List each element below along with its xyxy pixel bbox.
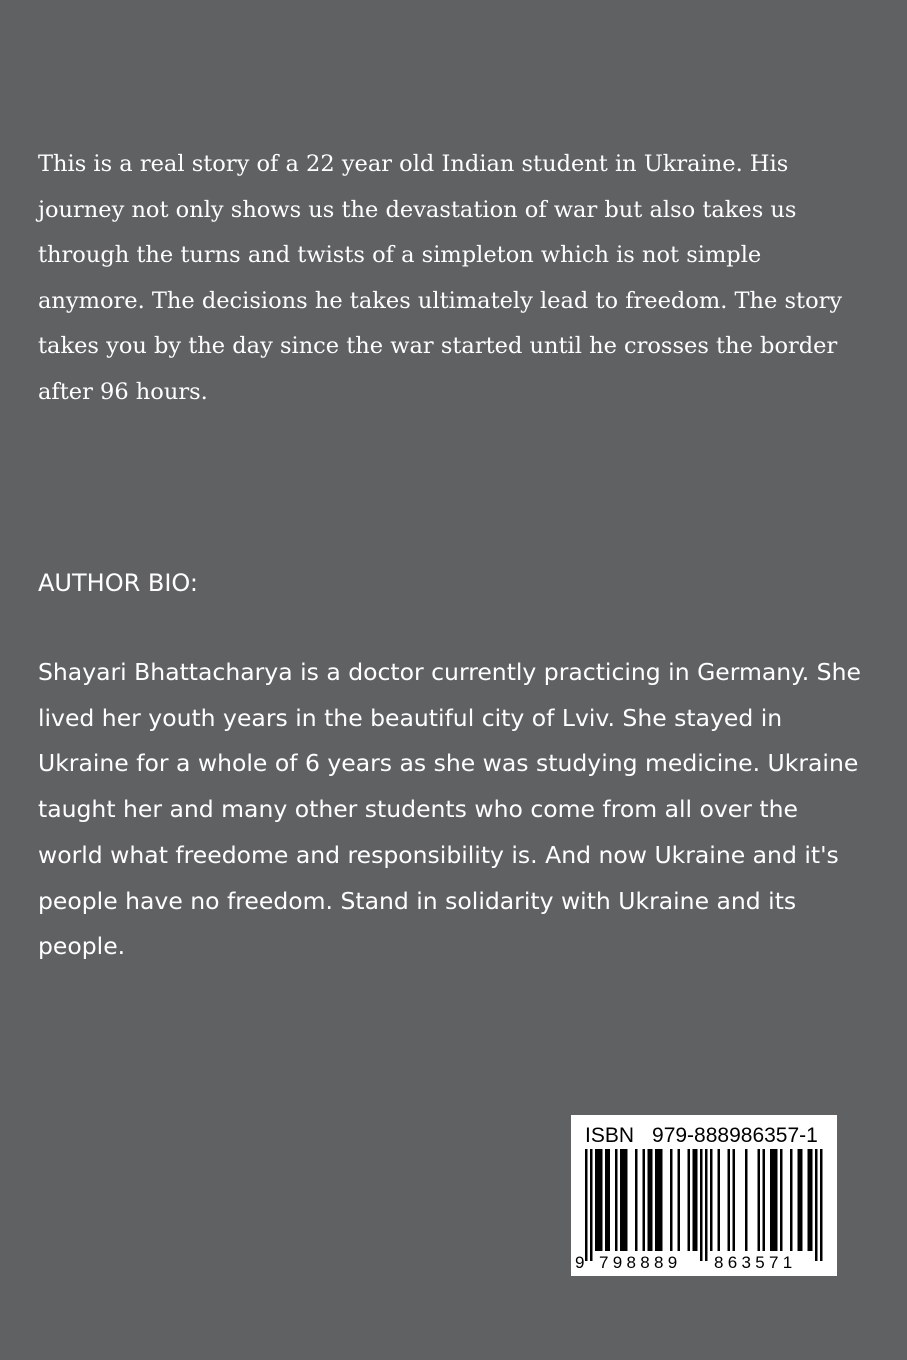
barcode-bar bbox=[700, 1149, 703, 1261]
barcode-bar bbox=[718, 1149, 721, 1251]
author-bio-text: Shayari Bhattacharya is a doctor currently practicing in Germany. She lived her youth years in the beautiful city of Lviv. She stayed in Ukraine for a whole of 6 years as she was studying medicine. Ukraine taught her and many other students who come from all over the world what freedome and responsibility is. And now Ukraine and it's people have no freedom. Stand in solidarity with Ukraine and its people. bbox=[38, 658, 861, 961]
barcode-digits-right: 863571 bbox=[714, 1253, 797, 1272]
barcode-digits-left: 798889 bbox=[599, 1253, 682, 1272]
barcode-bar bbox=[623, 1149, 626, 1251]
barcode-bar bbox=[658, 1149, 661, 1251]
isbn-prefix: ISBN bbox=[585, 1124, 635, 1147]
isbn-number: 979-888986357-1 bbox=[652, 1124, 818, 1147]
barcode-bar bbox=[660, 1149, 663, 1251]
barcode-bar bbox=[590, 1149, 593, 1261]
barcode-bar bbox=[615, 1149, 618, 1251]
barcode-bar bbox=[758, 1149, 761, 1251]
barcode-bar bbox=[773, 1149, 776, 1251]
barcode-bar bbox=[608, 1149, 611, 1251]
barcode-bar bbox=[595, 1149, 598, 1251]
barcode-digits bbox=[571, 1253, 837, 1273]
barcode-bar bbox=[643, 1149, 646, 1251]
barcode-bar bbox=[650, 1149, 653, 1251]
isbn-label bbox=[585, 1124, 818, 1148]
barcode-bar bbox=[598, 1149, 601, 1251]
barcode-bar bbox=[763, 1149, 766, 1251]
barcode-bar bbox=[728, 1149, 731, 1251]
back-cover-blurb: This is a real story of a 22 year old Indian student in Ukraine. His journey not only shows us the devastation of war but also takes us through the turns and twists of a simpleton which is not simple anymore. The decisions he takes ultimately lead to freedom. The story takes you by the day since the war started until he crosses the border after 96 hours. bbox=[38, 151, 843, 405]
barcode-bar bbox=[635, 1149, 638, 1251]
barcode-bar bbox=[620, 1149, 623, 1251]
barcode-bar bbox=[625, 1149, 628, 1251]
barcode-bar bbox=[810, 1149, 813, 1251]
barcode-bar bbox=[820, 1149, 823, 1261]
author-bio-heading: AUTHOR BIO: bbox=[38, 569, 198, 597]
barcode-bar bbox=[815, 1149, 818, 1261]
barcode-bar bbox=[695, 1149, 698, 1251]
barcode-bar bbox=[600, 1149, 603, 1251]
barcode-bar bbox=[790, 1149, 793, 1251]
barcode-bar bbox=[745, 1149, 748, 1251]
barcode-bars bbox=[585, 1149, 825, 1265]
barcode-bar bbox=[770, 1149, 773, 1251]
barcode-bar bbox=[800, 1149, 803, 1251]
barcode-bar bbox=[670, 1149, 673, 1251]
barcode-bar bbox=[798, 1149, 801, 1251]
barcode-bar bbox=[605, 1149, 608, 1251]
barcode-bar bbox=[705, 1149, 708, 1261]
barcode-bar bbox=[775, 1149, 778, 1251]
barcode-bar bbox=[655, 1149, 658, 1251]
barcode-bar bbox=[585, 1149, 588, 1261]
barcode-digit-first: 9 bbox=[575, 1253, 585, 1272]
barcode-bar bbox=[780, 1149, 783, 1251]
isbn-barcode bbox=[571, 1115, 837, 1276]
barcode-bar bbox=[733, 1149, 736, 1251]
barcode-bar bbox=[688, 1149, 691, 1251]
barcode-bar bbox=[693, 1149, 696, 1251]
barcode-bar bbox=[678, 1149, 681, 1251]
barcode-bar bbox=[648, 1149, 651, 1251]
barcode-bar bbox=[808, 1149, 811, 1251]
barcode-bar bbox=[710, 1149, 713, 1251]
